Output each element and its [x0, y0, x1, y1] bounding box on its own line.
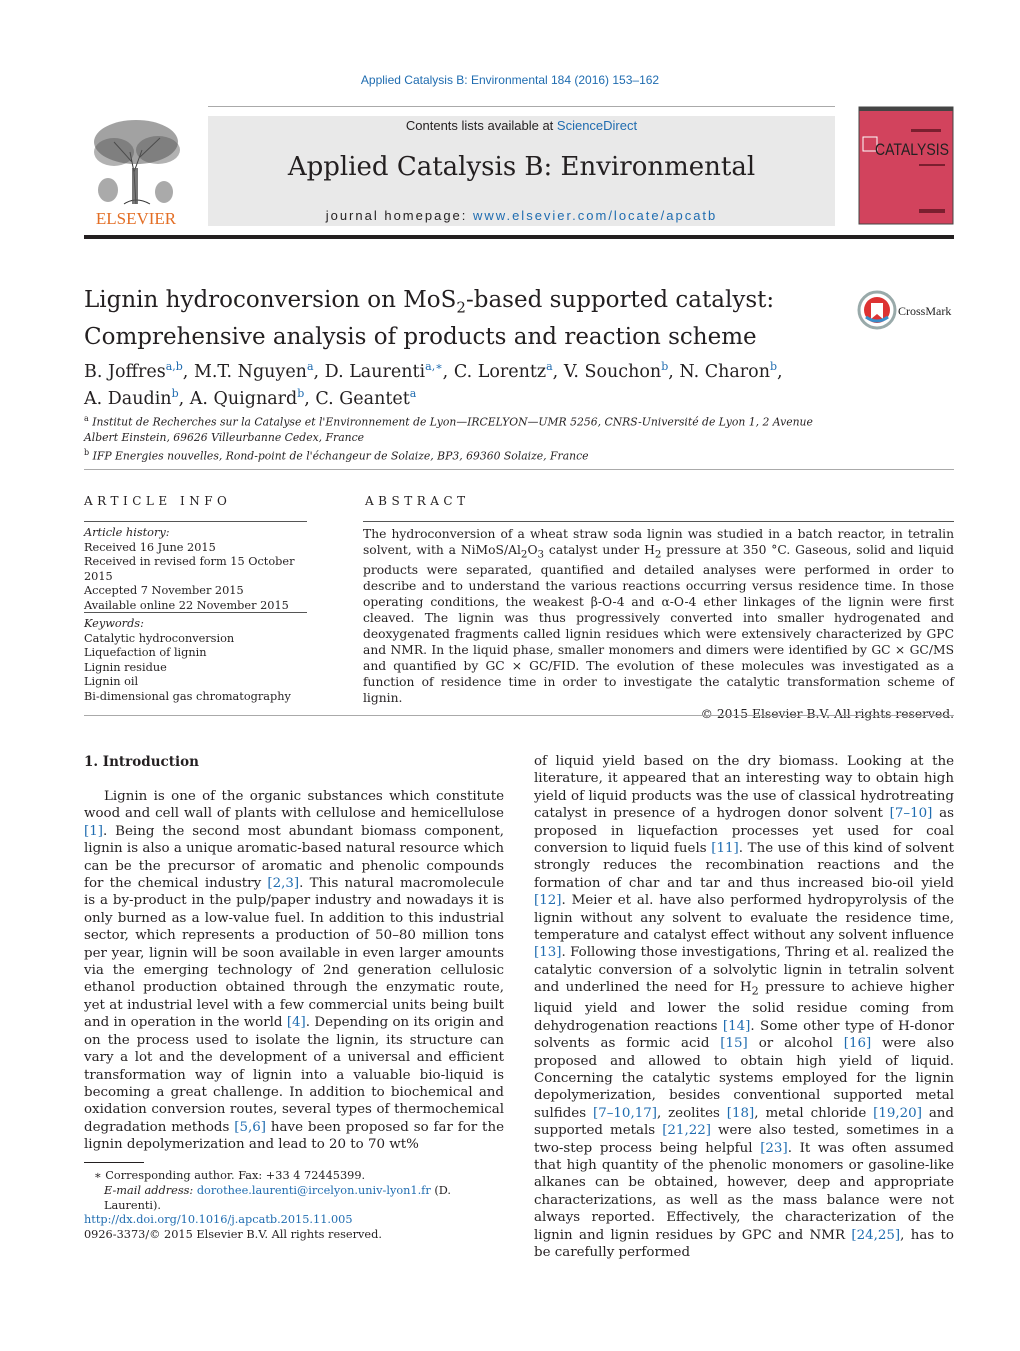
author-name[interactable]: C. Geantet: [315, 388, 410, 409]
author-affiliation-mark[interactable]: a: [409, 386, 417, 400]
author-separator: ,: [304, 388, 316, 409]
introduction-column-2: [534, 753, 954, 1261]
journal-name: Applied Catalysis B: Environmental: [287, 152, 756, 182]
citation-link[interactable]: [11]: [711, 841, 739, 857]
citation-link[interactable]: [4]: [286, 1015, 306, 1031]
email-label: E-mail address:: [104, 1184, 197, 1197]
author-separator: ,: [777, 361, 783, 382]
author-name[interactable]: B. Joffres: [84, 361, 166, 382]
history-label: Article history:: [84, 526, 170, 539]
author-name[interactable]: N. Charon: [679, 361, 770, 382]
history-item: Received 16 June 2015: [84, 540, 216, 554]
keyword-item: Catalytic hydroconversion: [84, 631, 235, 645]
author-separator: ,: [552, 361, 564, 382]
citation-link[interactable]: [12]: [534, 893, 562, 909]
citation-link[interactable]: [15]: [720, 1036, 748, 1052]
citation-link[interactable]: [14]: [722, 1018, 751, 1034]
copyright-notice: © 2015 Elsevier B.V. All rights reserved.: [700, 707, 954, 722]
body-text: pressure to achieve higher liquid yield and lower the solid residue coming from dehydrogenation reactions: [534, 980, 954, 1034]
body-text: were also proposed and allowed to obtain high yield of liquid. Concerning the catalytic systems employed for the lignin depolymerization, besides conventional supported metal sulfides: [534, 1036, 955, 1121]
introduction-column-1: [84, 788, 504, 1154]
footnote-rule: [84, 1162, 144, 1163]
keyword-item: Lignin residue: [84, 660, 167, 674]
section-divider: [84, 715, 954, 716]
email-suffix: (D. Laurenti).: [104, 1184, 452, 1212]
affiliation-text: Institut de Recherches sur la Catalyse et l'Environnement de Lyon—IRCELYON—UMR 5256, CNRS-Université de Lyon 1, 2 Avenue Albert Einstein, 69626 Villeurbanne Cedex, France: [84, 415, 813, 444]
author-affiliation-mark[interactable]: a: [306, 360, 314, 373]
history-item: Available online 22 November 2015: [84, 598, 289, 612]
body-text: Lignin is one of the organic substances which constitute wood and cell wall of plants with cellulose and hemicellulose: [84, 789, 504, 822]
journal-homepage: [208, 208, 835, 223]
citation-link[interactable]: [24,25]: [851, 1227, 901, 1243]
citation-link[interactable]: [21,22]: [662, 1123, 711, 1139]
body-text: and supported metals: [534, 1105, 955, 1139]
homepage-link[interactable]: www.elsevier.com/locate/apcatb: [473, 208, 718, 223]
citation-link[interactable]: [13]: [534, 945, 562, 961]
doi-link[interactable]: http://dx.doi.org/10.1016/j.apcatb.2015.11.005: [84, 1213, 353, 1226]
abstract-heading: ABSTRACT: [365, 494, 470, 508]
article-history: [84, 526, 324, 613]
body-text: , has to be carefully performed: [534, 1227, 954, 1261]
citation-link[interactable]: [7–10,17]: [592, 1105, 657, 1121]
keyword-item: Lignin oil: [84, 675, 139, 688]
author-name[interactable]: A. Daudin: [84, 388, 172, 409]
corresponding-author-note: ∗ Corresponding author. Fax: +33 4 72445399.: [94, 1169, 366, 1182]
author-name[interactable]: V. Souchon: [563, 361, 662, 382]
affiliations: [84, 411, 844, 463]
author-name[interactable]: M.T. Nguyen: [193, 361, 307, 382]
citation-link[interactable]: [16]: [843, 1036, 872, 1052]
keywords-label: Keywords:: [84, 617, 144, 630]
abstract-rule: [363, 521, 954, 522]
body-text: , metal chloride: [754, 1105, 874, 1121]
history-item: Received in revised form 15 October 2015: [84, 555, 295, 583]
affiliation-mark: b: [84, 447, 90, 457]
author-affiliation-mark[interactable]: a: [546, 360, 553, 373]
citation-link[interactable]: [1]: [84, 823, 103, 839]
svg-text:CrossMark: CrossMark: [898, 304, 952, 318]
body-text: . Following those investigations, Thring et al. realized the catalytic conversion of a solvolytic lignin in tetralin solvent and underlined the need for H: [534, 945, 954, 996]
affiliation: [84, 445, 844, 464]
svg-text:ELSEVIER: ELSEVIER: [95, 209, 177, 228]
author-affiliation-mark[interactable]: b: [171, 386, 179, 400]
author-name[interactable]: D. Laurenti: [324, 361, 426, 382]
masthead-rule: [208, 106, 835, 107]
citation-link[interactable]: [18]: [726, 1105, 755, 1121]
author-list: [84, 356, 844, 410]
affiliation: [84, 411, 844, 445]
author-name[interactable]: A. Quignard: [189, 388, 298, 409]
body-text: were also tested, sometimes in a two-step process being helpful: [534, 1123, 954, 1156]
citation-link[interactable]: [23]: [760, 1140, 788, 1156]
citation-link[interactable]: [2,3]: [267, 876, 300, 892]
article-info-heading: ARTICLE INFO: [84, 494, 232, 508]
body-text: . Being the second most abundant biomass component, lignin is also a unique aromatic-based natural resource which can be the precursor of aromatic and phenolic compounds for the chemical industry: [84, 823, 504, 892]
contents-line: [208, 118, 835, 133]
body-text: , zeolites: [656, 1105, 727, 1121]
corresponding-author-footnote: [84, 1168, 504, 1213]
article-title: Lignin hydroconversion on MoS$_2$-based supported catalyst: Comprehensive analysis of products and reaction scheme: [84, 287, 775, 350]
abstract-body: The hydroconversion of a wheat straw soda lignin was studied in a batch reactor, in tetralin solvent, with a NiMoS/$Al_2O_3$ catalyst under $H_2$ pressure at 350 °C. Gaseous, solid and liquid products were separated, quantified and detailed analyses were performed in order to describe and to understand the various reactions occurring versus residence time. In those operating conditions, the weakest β-O-4 and α-O-4 ether linkages of the lignin were first cleaved. The lignin was thus progressively converted into smaller hydrogenated and deoxygenated fragments called lignin residues which were extensively characterized by GPC and NMR. In the liquid phase, smaller monomers and dimers were identified by GC × GC/MS and quantified by GC × GC/FID. The evolution of these molecules was investigated as a function of residence time in order to investigate the catalytic transformation scheme of lignin. © 2015 Elsevier B.V. All rights reserved.: [363, 527, 954, 722]
keywords: [84, 617, 324, 704]
affiliation-text: IFP Energies nouvelles, Rond-point de l'échangeur de Solaize, BP3, 69360 Solaize, France: [92, 449, 589, 463]
homepage-prefix: journal homepage:: [325, 208, 474, 223]
journal-cover-thumbnail[interactable]: [859, 107, 953, 224]
elsevier-logo: [84, 112, 188, 230]
author-separator: ,: [313, 361, 325, 382]
doi-block: [84, 1212, 504, 1242]
author-affiliation-mark[interactable]: a,b: [165, 360, 183, 373]
body-text: have been proposed so far for the lignin depolymerization and lead to 20 to 70 wt%: [84, 1119, 504, 1153]
crossmark-badge[interactable]: [858, 289, 958, 331]
author-affiliation-mark[interactable]: a,∗: [425, 360, 443, 373]
author-affiliation-mark[interactable]: b: [769, 360, 778, 373]
author-separator: ,: [668, 361, 680, 382]
keyword-item: Bi-dimensional gas chromatography: [84, 689, 291, 703]
author-separator: ,: [442, 361, 454, 382]
citation-link[interactable]: [5,6]: [234, 1119, 267, 1135]
citation-link[interactable]: [7–10]: [889, 806, 933, 822]
body-text: . It was often assumed that high quantity of the phenolic monomers or gasoline-like alkanes can be obtained, however, deep and appropriate characterizations, as well as the mass balance were not always reported. Effectively, the characterization of the lignin and lignin residues by GPC and NMR: [534, 1140, 954, 1243]
author-affiliation-mark[interactable]: b: [661, 360, 669, 373]
body-text: . The use of this kind of solvent strongly reduces the recombination reactions and the formation of char and tar and thus increased bio-oil yield: [534, 841, 955, 891]
author-affiliation-mark[interactable]: b: [297, 386, 305, 400]
info-rule: [84, 521, 307, 522]
svg-text:CATALYSIS: CATALYSIS: [875, 140, 949, 159]
affiliation-mark: a: [84, 414, 89, 423]
issn-line: 0926-3373/© 2015 Elsevier B.V. All rights reserved.: [84, 1228, 382, 1241]
body-text: . Some other type of H-donor solvents as formic acid: [534, 1018, 954, 1052]
info-rule: [84, 612, 307, 613]
author-name[interactable]: C. Lorentz: [453, 361, 547, 382]
journal-citation[interactable]: Applied Catalysis B: Environmental 184 (2016) 153–162: [360, 73, 660, 87]
sciencedirect-link[interactable]: ScienceDirect: [556, 118, 638, 133]
body-text: . Meier et al. have also performed hydropyrolysis of the lignin without any solvent to evaluate the residence time, temperature and catalyst effect without any solvent influence: [534, 893, 954, 944]
history-item: Accepted 7 November 2015: [84, 584, 244, 597]
section-divider: [84, 469, 954, 470]
body-text: . This natural macromolecule is a by-product in the pulp/paper industry and nowadays it is only burned as a low-value fuel. In addition to this industrial sector, which represents a production of 50–80 million tons per year, lignin will be soon available in even larger amounts via the emerging technology of 2nd generation cellulosic ethanol production obtained through the enzymatic route, yet at industrial level with a few commercial units being built and in operation in the world: [84, 876, 504, 1031]
body-text: or alcohol: [747, 1036, 844, 1052]
author-separator: ,: [178, 388, 190, 409]
masthead-divider: [84, 235, 954, 239]
contents-prefix: Contents lists available at: [405, 118, 557, 133]
body-text: as proposed in liquefaction processes yet used for coal conversion to liquid fuels: [534, 806, 954, 857]
elsevier-tree-icon: [84, 112, 188, 230]
introduction-heading: 1. Introduction: [84, 754, 199, 770]
email-link[interactable]: dorothee.laurenti@ircelyon.univ-lyon1.fr: [196, 1184, 431, 1197]
author-separator: ,: [182, 361, 194, 382]
keyword-item: Liquefaction of lignin: [84, 646, 207, 659]
subscript: 2: [751, 984, 759, 998]
body-text: of liquid yield based on the dry biomass. Looking at the literature, it appeared that an interesting way to obtain high yield of liquid products was the use of classical hydrotreating catalyst in presence of a hydrogen donor solvent: [534, 754, 954, 822]
body-text: . Depending on its origin and on the process used to isolate the lignin, its structure can vary a lot and the development of a universal and efficient transformation way of lignin into a valuable bio-liquid is becoming a great challenge. In addition to biochemical and oxidation conversion routes, several types of thermochemical degradation methods: [84, 1015, 504, 1135]
citation-link[interactable]: [19,20]: [873, 1105, 922, 1121]
